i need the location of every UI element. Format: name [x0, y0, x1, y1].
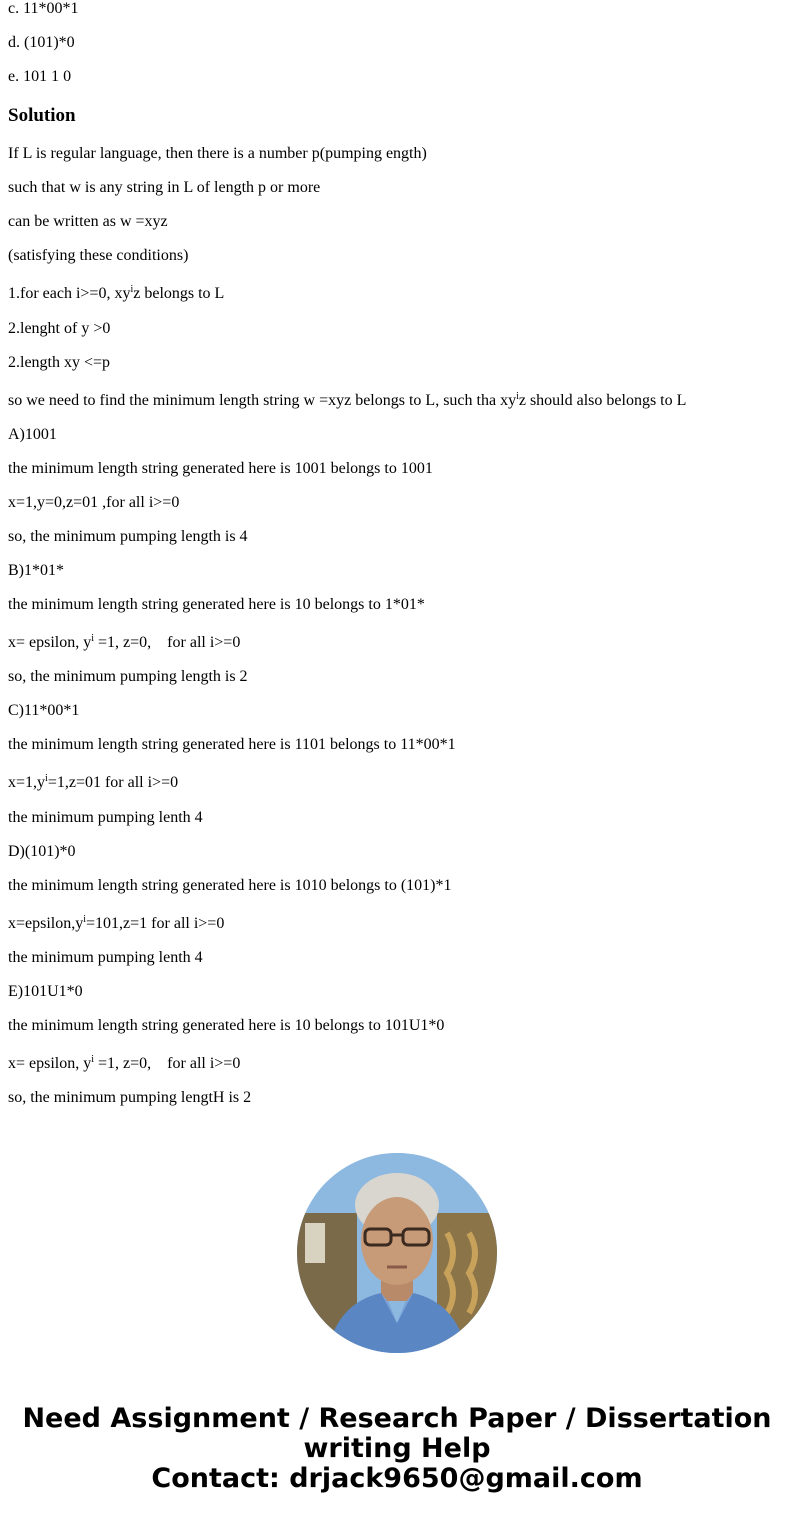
lemma-goal: so we need to find the minimum length string w =xyz belongs to L, such tha $xy^iz$ should also belongs to L — [8, 391, 687, 409]
lemma-condition-2: 2.lenght of y >0 — [8, 320, 111, 337]
part-a-title: A)1001 — [8, 426, 57, 443]
lemma-condition-3: 2.length xy <=p — [8, 354, 111, 371]
lemma-line-3: can be written as w =xyz — [8, 213, 168, 230]
part-d-result: the minimum pumping lenth 4 — [8, 949, 203, 966]
option-d: d. (101)*0 — [8, 34, 75, 51]
part-c-split: $x=1,y^i=1,z=01$ for all i>=0 — [8, 773, 179, 791]
option-c: c. 11*00*1 — [8, 0, 79, 17]
part-e-split: x= epsilon, $y^i =1$, z=0, for all i>=0 — [8, 1054, 241, 1072]
lemma-line-4: (satisfying these conditions) — [8, 247, 189, 264]
footer-line-1: Need Assignment / Research Paper / Dissertation — [22, 1403, 772, 1434]
lemma-line-2: such that w is any string in L of length p or more — [8, 179, 321, 196]
footer-contact: Contact: drjack9650@gmail.com — [151, 1463, 643, 1494]
part-c-min-string: the minimum length string generated here is 1101 belongs to 11*00*1 — [8, 736, 456, 753]
part-b-title: B)1*01* — [8, 562, 64, 579]
part-b-min-string: the minimum length string generated here is 10 belongs to 1*01* — [8, 596, 425, 613]
part-e-min-string: the minimum length string generated here is 10 belongs to 101U1*0 — [8, 1017, 445, 1034]
footer-line-2: writing Help — [303, 1433, 491, 1464]
part-a-result: so, the minimum pumping length is 4 — [8, 528, 248, 545]
solution-heading: Solution — [8, 105, 76, 126]
part-e-title: E)101U1*0 — [8, 983, 83, 1000]
part-a-min-string: the minimum length string generated here is 1001 belongs to 1001 — [8, 460, 433, 477]
lemma-condition-1: 1.for each i>=0, $xy^iz$ belongs to L — [8, 284, 225, 302]
author-portrait-image — [297, 1153, 497, 1353]
part-c-title: C)11*00*1 — [8, 702, 80, 719]
author-avatar — [297, 1153, 497, 1353]
part-d-split: $x=epsilon,y^i=101,z=1$ for all i>=0 — [8, 914, 225, 932]
lemma-line-1: If L is regular language, then there is a number p(pumping ength) — [8, 145, 427, 162]
part-d-min-string: the minimum length string generated here is 1010 belongs to (101)*1 — [8, 877, 452, 894]
part-b-split: x= epsilon, $y^i =1$, z=0, for all i>=0 — [8, 633, 241, 651]
part-c-result: the minimum pumping lenth 4 — [8, 809, 203, 826]
option-e: e. 101 1 0 — [8, 68, 72, 85]
part-b-result: so, the minimum pumping length is 2 — [8, 668, 248, 685]
part-d-title: D)(101)*0 — [8, 843, 76, 860]
part-e-result: so, the minimum pumping lengtH is 2 — [8, 1089, 252, 1106]
part-a-split: x=1,y=0,z=01 ,for all i>=0 — [8, 494, 180, 511]
